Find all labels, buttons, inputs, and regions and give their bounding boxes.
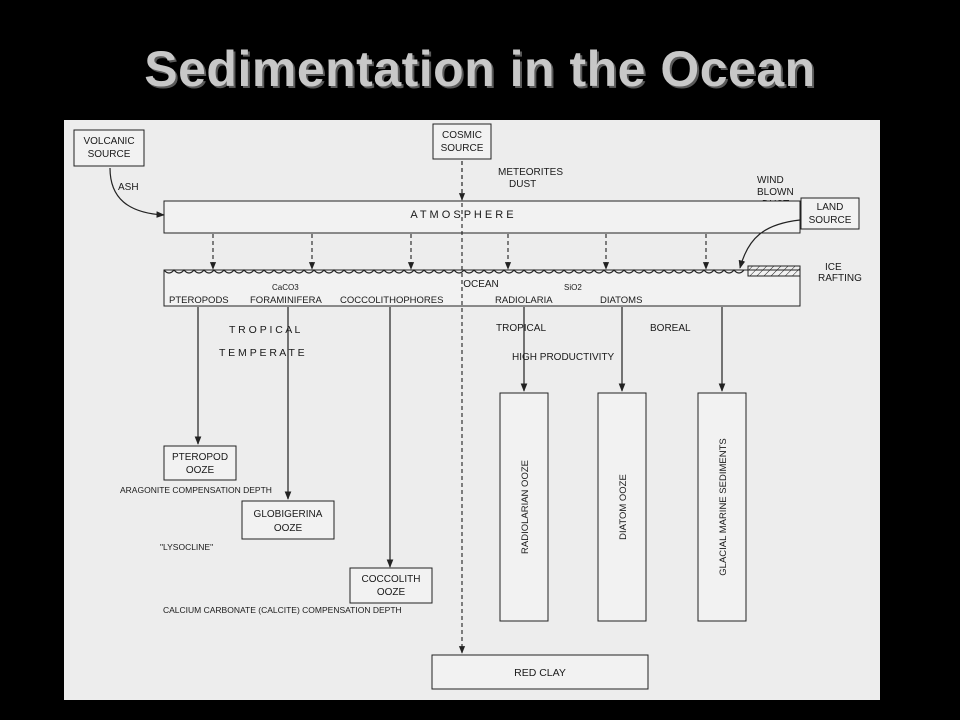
svg-text:CaCO3: CaCO3 <box>272 283 299 292</box>
calcite-depth-label: CALCIUM CARBONATE (CALCITE) COMPENSATION DEPTH <box>163 605 402 615</box>
svg-text:LAND: LAND <box>816 202 844 213</box>
organism-foraminifera: FORAMINIFERA <box>250 295 322 306</box>
red-clay-box <box>432 655 648 689</box>
svg-text:RED CLAY: RED CLAY <box>514 667 566 679</box>
ocean-bar <box>164 266 800 306</box>
svg-text:VOLCANIC: VOLCANIC <box>83 136 135 147</box>
diatom-ooze-box <box>598 393 646 621</box>
globigerina-ooze-box <box>242 501 334 539</box>
sedimentation-diagram <box>64 120 880 700</box>
svg-text:DIATOM OOZE: DIATOM OOZE <box>618 474 629 540</box>
diagram-canvas <box>64 120 880 700</box>
glacial-sediments-box <box>698 393 746 621</box>
svg-text:A T M O S P H E R E: A T M O S P H E R E <box>410 209 514 221</box>
pteropod-ooze-box <box>164 446 236 480</box>
svg-text:OOZE: OOZE <box>376 587 406 598</box>
ice-label: ICE <box>825 262 842 273</box>
svg-text:COCCOLITH: COCCOLITH <box>361 574 421 585</box>
boreal-label: BOREAL <box>650 323 691 334</box>
tropical-label: T R O P I C A L <box>229 324 301 336</box>
organism-diatoms: DIATOMS <box>600 295 643 306</box>
svg-text:GLACIAL MARINE SEDIMENTS: GLACIAL MARINE SEDIMENTS <box>718 438 729 576</box>
temperate-label: T E M P E R A T E <box>219 347 305 359</box>
tropical-right-label: TROPICAL <box>496 323 547 334</box>
svg-text:OCEAN: OCEAN <box>463 279 499 290</box>
meteorites-label: METEORITES <box>498 167 564 178</box>
svg-text:SOURCE: SOURCE <box>808 215 852 226</box>
svg-text:SOURCE: SOURCE <box>87 149 131 160</box>
coccolith-ooze-box <box>350 568 432 603</box>
svg-text:OOZE: OOZE <box>185 465 215 476</box>
wind-label: WIND <box>757 175 784 186</box>
svg-text:OOZE: OOZE <box>273 523 303 534</box>
aragonite-depth-label: ARAGONITE COMPENSATION DEPTH <box>120 485 272 495</box>
organism-radiolaria: RADIOLARIA <box>495 295 553 306</box>
organism-coccolithophores: COCCOLITHOPHORES <box>340 295 444 306</box>
svg-text:RADIOLARIAN OOZE: RADIOLARIAN OOZE <box>520 460 531 554</box>
atmosphere-bar <box>164 201 800 233</box>
lysocline-label: "LYSOCLINE" <box>160 542 214 552</box>
svg-text:PTEROPOD: PTEROPOD <box>171 452 229 463</box>
svg-text:SiO2: SiO2 <box>564 283 582 292</box>
dust-label: DUST <box>509 179 537 190</box>
slide-title: Sedimentation in the Ocean <box>144 41 816 97</box>
land-source-box <box>801 198 859 229</box>
volcanic-source-box <box>74 130 144 166</box>
high-productivity-label: HIGH PRODUCTIVITY <box>512 352 615 363</box>
cosmic-source-box <box>433 124 491 159</box>
ice-hatch <box>748 266 800 276</box>
svg-text:COSMIC: COSMIC <box>442 130 482 141</box>
svg-text:SOURCE: SOURCE <box>440 143 484 154</box>
svg-text:GLOBIGERINA: GLOBIGERINA <box>253 509 323 520</box>
ash-label: ASH <box>118 182 139 193</box>
organism-pteropods: PTEROPODS <box>169 295 229 306</box>
radiolarian-ooze-box <box>500 393 548 621</box>
rafting-label: RAFTING <box>818 273 862 284</box>
blown-label: BLOWN <box>757 187 794 198</box>
